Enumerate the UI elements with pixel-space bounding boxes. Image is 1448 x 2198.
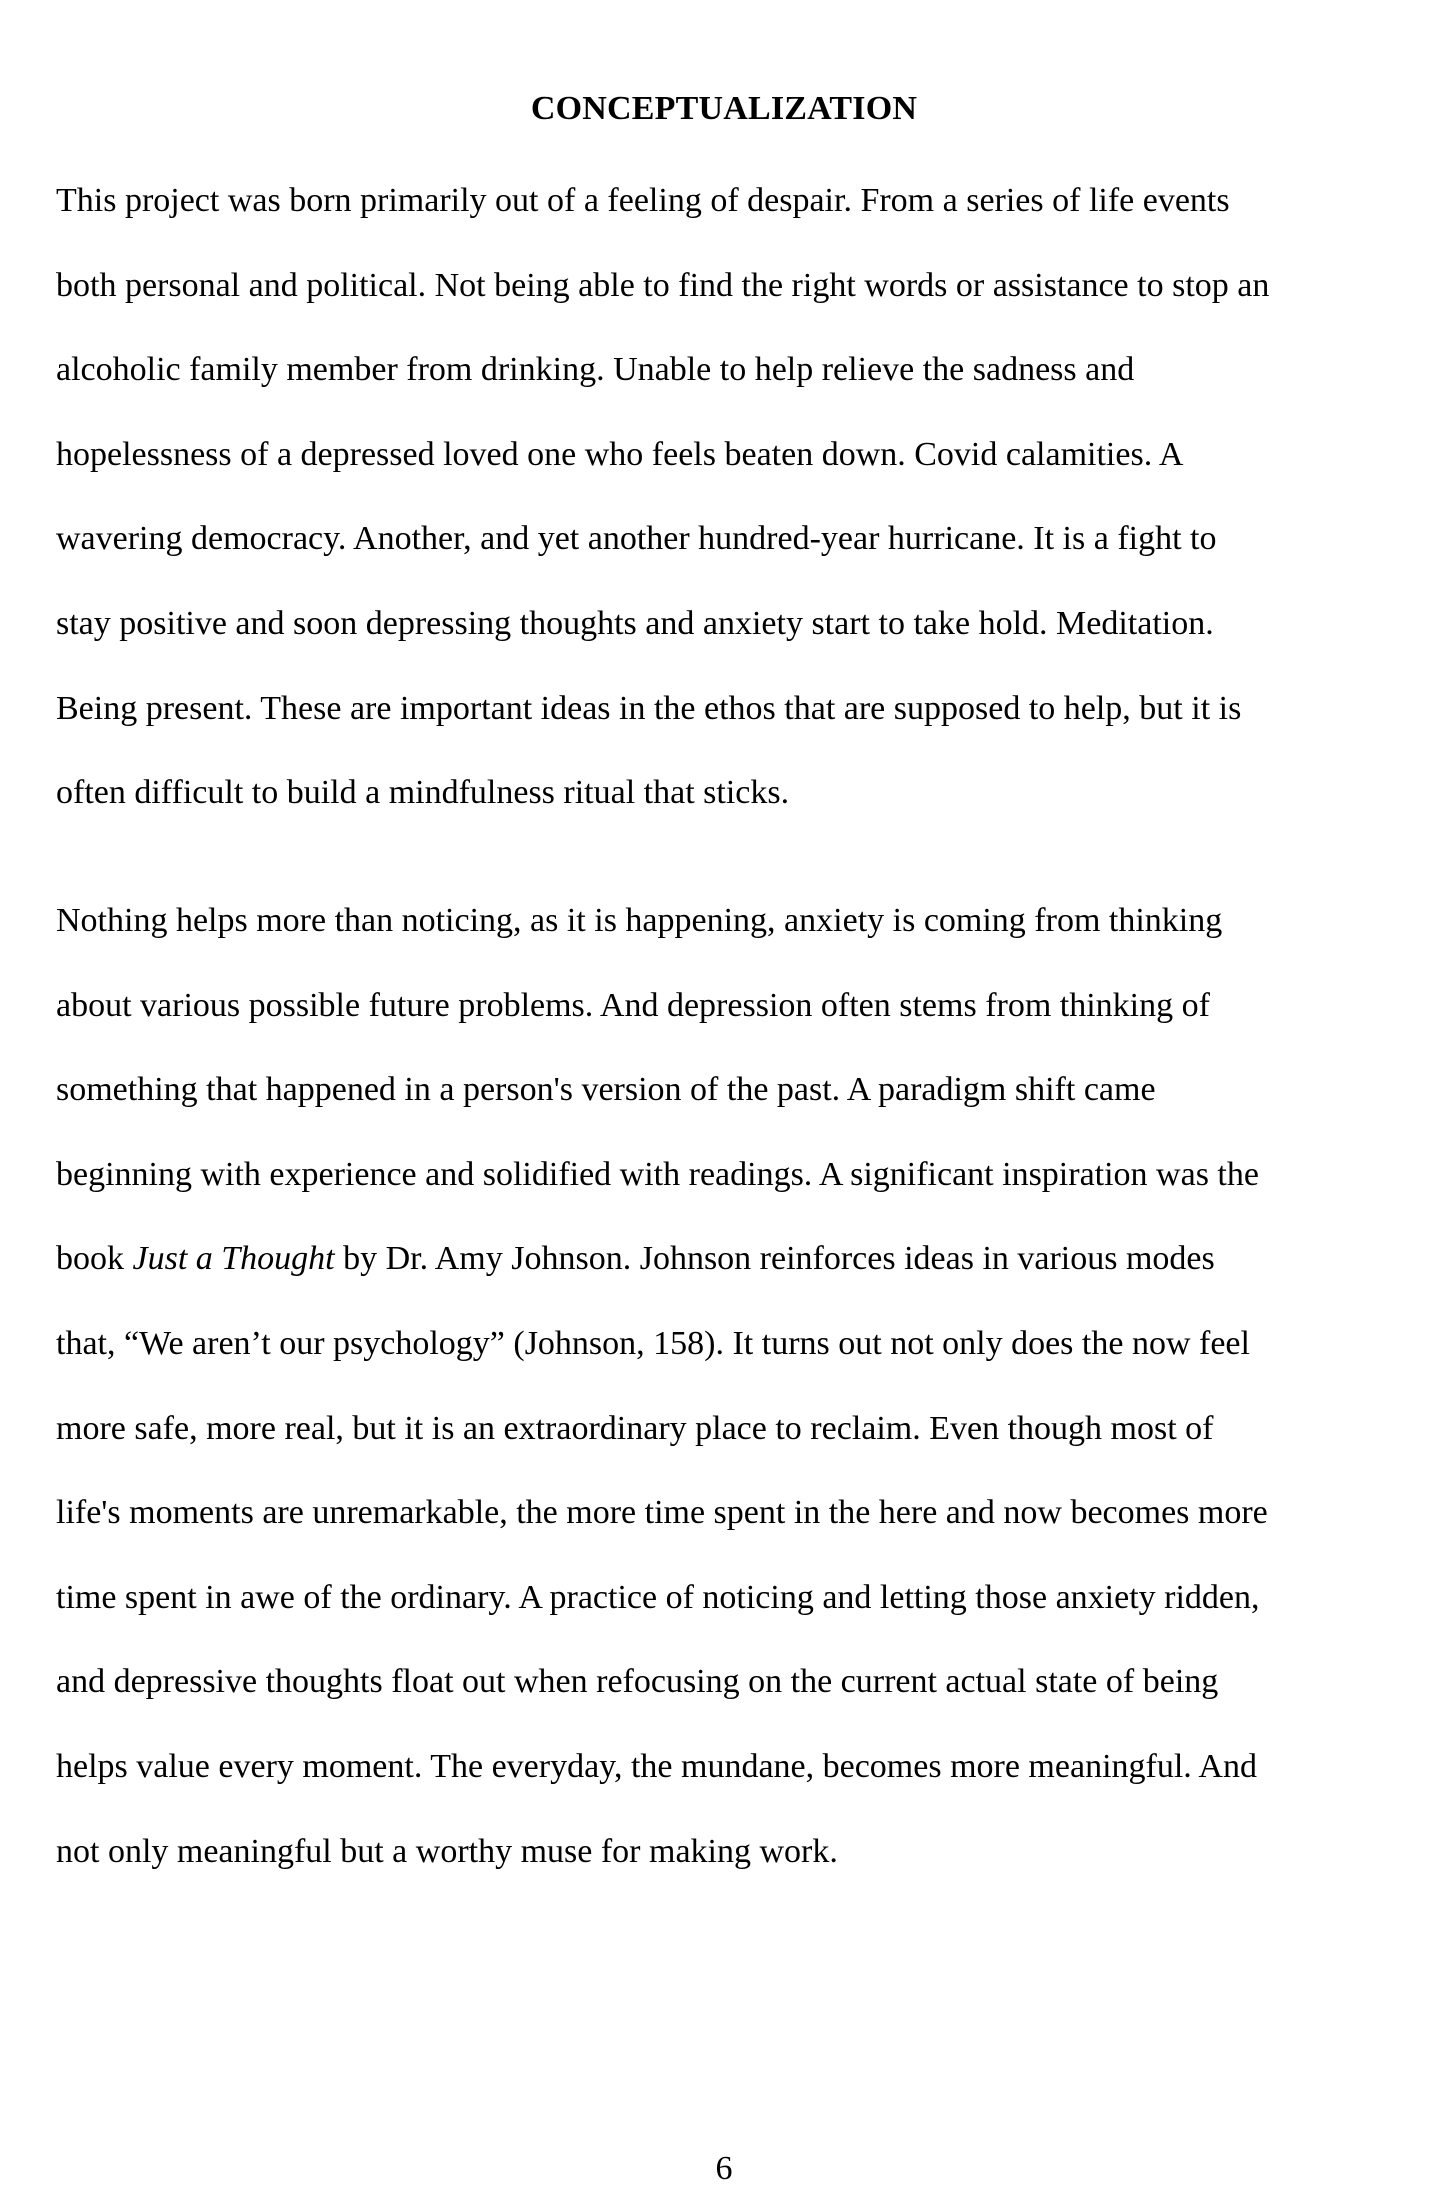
text-line: not only meaningful but a worthy muse for making work. — [56, 1832, 838, 1870]
text-line: more safe, more real, but it is an extraordinary place to reclaim. Even though most of — [56, 1409, 1214, 1447]
text-line: time spent in awe of the ordinary. A practice of noticing and letting those anxiety ridden, — [56, 1578, 1260, 1616]
text-line: something that happened in a person's version of the past. A paradigm shift came — [56, 1071, 1156, 1109]
book-title: Just a Thought — [132, 1240, 335, 1278]
paragraph-1 — [56, 178, 1396, 855]
text-line: hopelessness of a depressed loved one who feels beaten down. Covid calamities. A — [56, 435, 1184, 473]
text-line: alcoholic family member from drinking. Unable to help relieve the sadness and — [56, 351, 1135, 389]
text-line: stay positive and soon depressing thoughts and anxiety start to take hold. Meditation. — [56, 604, 1214, 642]
book-line-after: by Dr. Amy Johnson. Johnson reinforces ideas in various modes — [334, 1240, 1215, 1278]
text-line: life's moments are unremarkable, the more time spent in the here and now becomes more — [56, 1494, 1268, 1532]
text-line: wavering democracy. Another, and yet another hundred-year hurricane. It is a fight to — [56, 520, 1217, 558]
page-title: CONCEPTUALIZATION — [530, 90, 918, 127]
book-citation-line — [56, 1236, 1396, 1321]
book-line-before: book — [56, 1240, 133, 1278]
page-number: 6 — [715, 2150, 733, 2187]
text-line: that, “We aren’t our psychology” (Johnson, 158). It turns out not only does the now feel — [56, 1324, 1250, 1362]
text-line: and depressive thoughts float out when refocusing on the current actual state of being — [56, 1663, 1219, 1701]
text-line: Being present. These are important ideas in the ethos that are supposed to help, but it is — [56, 689, 1242, 727]
text-line: This project was born primarily out of a feeling of despair. From a series of life events — [56, 182, 1230, 219]
text-line: Nothing helps more than noticing, as it is happening, anxiety is coming from thinking — [56, 902, 1223, 939]
text-line: helps value every moment. The everyday, the mundane, becomes more meaningful. And — [56, 1747, 1257, 1785]
text-line: both personal and political. Not being able to find the right words or assistance to stop an — [56, 266, 1270, 304]
text-line: often difficult to build a mindfulness ritual that sticks. — [56, 774, 790, 812]
paragraph-2 — [56, 898, 1396, 1913]
text-line: beginning with experience and solidified with readings. A significant inspiration was the — [56, 1155, 1259, 1193]
text-line: about various possible future problems. And depression often stems from thinking of — [56, 986, 1210, 1024]
